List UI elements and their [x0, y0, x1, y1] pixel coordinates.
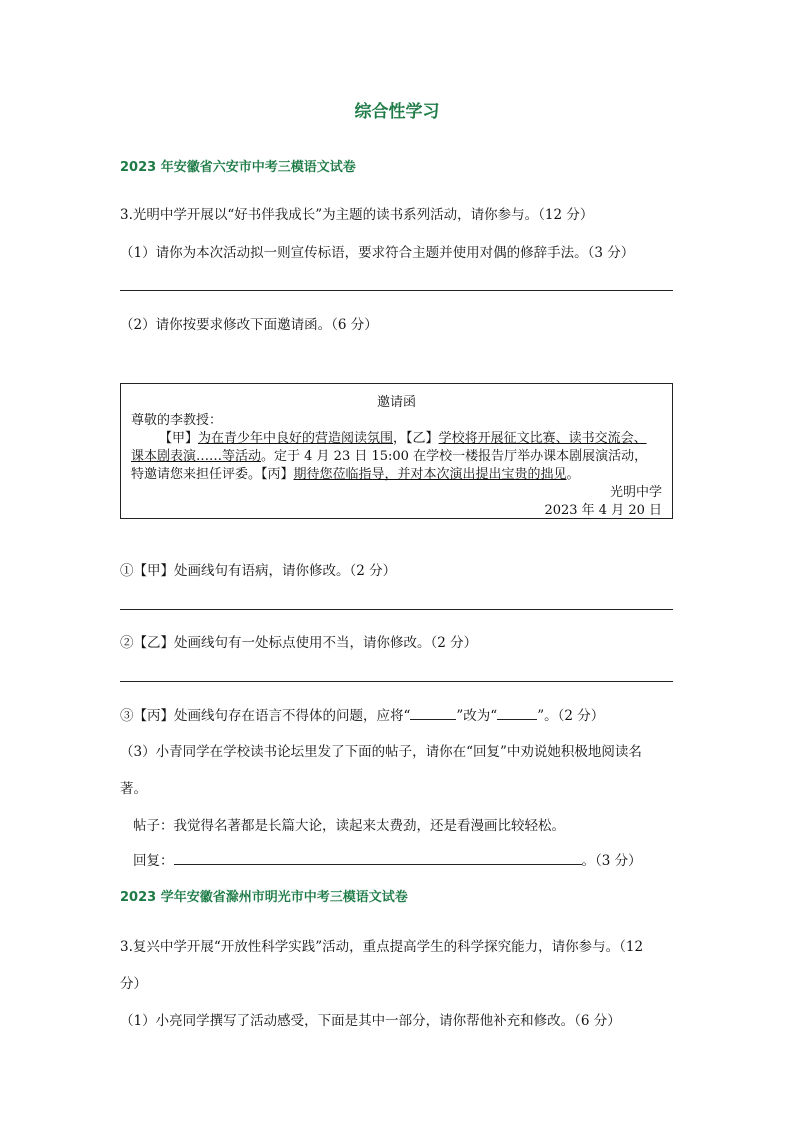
- letter-signature: 光明中学: [609, 485, 662, 500]
- bing-tag: 【丙】: [261, 467, 294, 482]
- item-3-text-c: ”。（2 分）: [537, 708, 605, 724]
- comma: ，: [393, 431, 407, 446]
- letter-line-1: [159, 427, 647, 446]
- section-heading-1: 2023 年安徽省六安市中考三模语文试卷: [120, 160, 356, 175]
- yi-tag: 【乙】: [406, 431, 439, 446]
- jia-underlined-sentence: 为在青少年中良好的营造阅读氛围: [198, 431, 394, 446]
- item-2: ②【乙】处画线句有一处标点使用不当，请你修改。（2 分）: [120, 635, 478, 651]
- answer-line[interactable]: [120, 290, 673, 291]
- sub-question-1: （1）小亮同学撰写了活动感受，下面是其中一部分，请你帮他补充和修改。（6 分）: [120, 1013, 621, 1029]
- letter-heading: 邀请函: [376, 395, 416, 410]
- bing-underlined-sentence: 期待您莅临指导，并对本次演出提出宝贵的拙见: [293, 467, 567, 482]
- question-3-line-1: 3.复兴中学开展“开放性科学实践”活动，重点提高学生的科学探究能力，请你参与。（12: [120, 939, 644, 955]
- answer-line[interactable]: [120, 681, 673, 682]
- item-3-text-b: ”改为“: [456, 708, 498, 724]
- letter-line-3: [131, 463, 580, 482]
- invitation-letter-box: [120, 383, 673, 519]
- sub-question-3-line-2: 著。: [120, 781, 147, 797]
- letter-line-3-pre: 特邀请您来担任评委。: [131, 467, 262, 482]
- question-3-line-2: 分）: [120, 976, 147, 992]
- jia-tag: 【甲】: [159, 431, 199, 446]
- sub-question-1: （1）请你为本次活动拟一则宣传标语，要求符合主题并使用对偶的修辞手法。（3 分）: [120, 245, 635, 261]
- page-title: 综合性学习: [354, 102, 440, 122]
- item-3: [120, 704, 604, 724]
- item-3-text-a: ③【丙】处画线句存在语言不得体的问题，应将“: [120, 708, 411, 724]
- fill-blank[interactable]: [497, 707, 537, 720]
- item-1: ①【甲】处画线句有语病，请你修改。（2 分）: [120, 563, 397, 579]
- reply-end: 。（3 分）: [581, 853, 642, 869]
- fill-blank[interactable]: [410, 707, 456, 720]
- letter-line-2: [131, 445, 647, 464]
- question-3-stem: 3.光明中学开展以“好书伴我成长”为主题的读书系列活动，请你参与。（12 分）: [120, 207, 594, 223]
- sub-question-3-line-1: （3）小青同学在学校读书论坛里发了下面的帖子，请你在“回复”中劝说她积极地阅读名: [120, 744, 642, 760]
- section-heading-2: 2023 学年安徽省滁州市明光市中考三模语文试卷: [120, 890, 408, 905]
- reply-blank[interactable]: [174, 852, 582, 865]
- reply-label: 回复：: [133, 853, 174, 869]
- letter-line-2-rest: 。定于 4 月 23 日 15:00 在学校一楼报告厅举办课本剧展演活动，: [261, 449, 648, 464]
- post-text: 帖子：我觉得名著都是长篇大论，读起来太费劲，还是看漫画比较轻松。: [133, 818, 565, 834]
- letter-date: 2023 年 4 月 20 日: [544, 503, 662, 518]
- yi-underlined-sentence-b: 课本剧表演……等活动: [131, 449, 262, 464]
- letter-salutation: 尊敬的李教授：: [131, 413, 223, 428]
- sub-question-2: （2）请你按要求修改下面邀请函。（6 分）: [120, 317, 378, 333]
- letter-line-3-end: 。: [566, 467, 580, 482]
- yi-underlined-sentence-a: 学校将开展征文比赛、读书交流会、: [438, 431, 647, 446]
- reply-row: [133, 849, 642, 869]
- answer-line[interactable]: [120, 609, 673, 610]
